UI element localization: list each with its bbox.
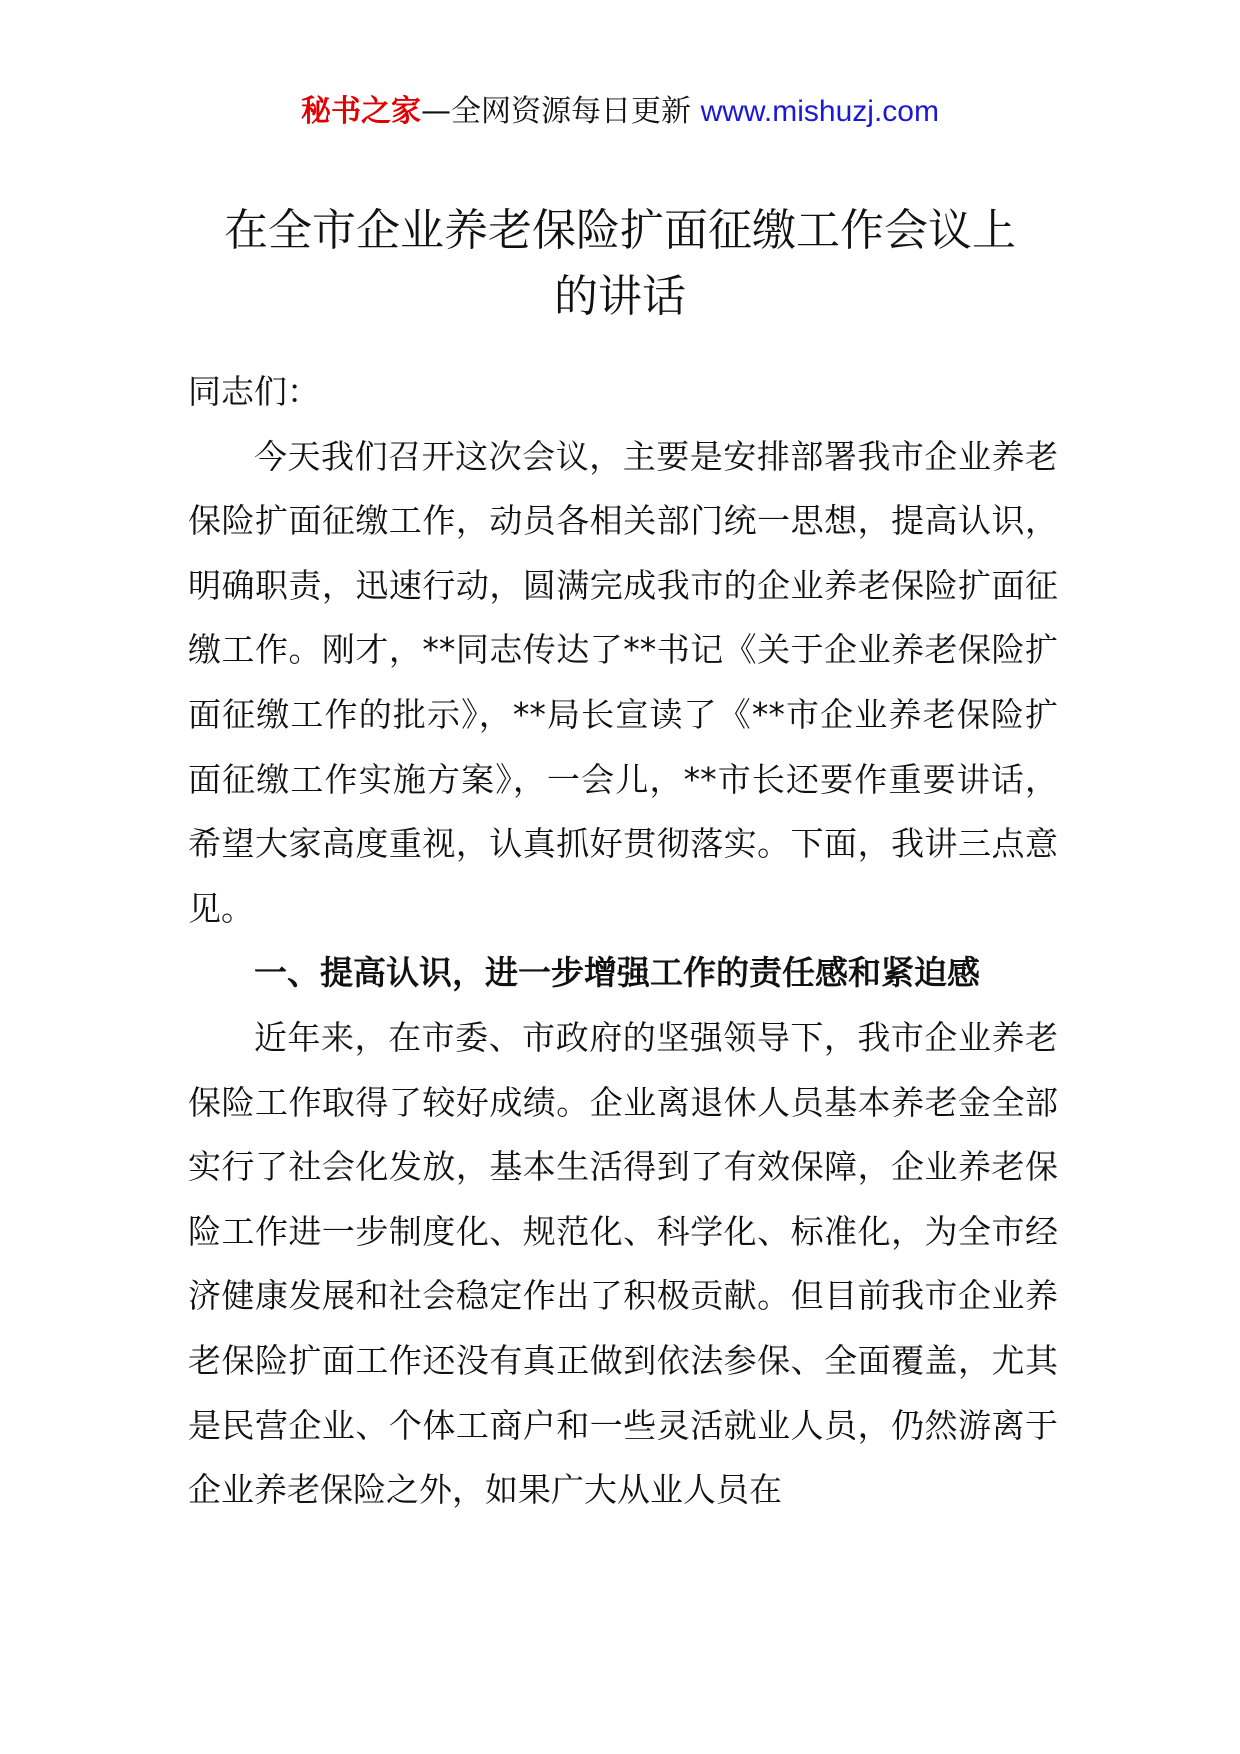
header-slogan: —全网资源每日更新 <box>421 94 701 129</box>
salutation: 同志们： <box>188 372 320 411</box>
site-header <box>0 92 1240 132</box>
title-line-1: 在全市企业养老保险扩面征缴工作会议上 <box>224 205 1016 256</box>
document-title <box>150 198 1090 330</box>
paragraph-2: 近年来，在市委、市政府的坚强领导下，我市企业养老保险工作取得了较好成绩。企业离退休人员基本养老金全部实行了社会化发放，基本生活得到了有效保障，企业养老保险工作进一步制度化、规范化、科学化、标准化，为全市经济健康发展和社会稳定作出了积极贡献。但目前我市企业养老保险扩面工作还没有真正做到依法参保、全面覆盖，尤其是民营企业、个体工商户和一些灵活就业人员，仍然游离于企业养老保险之外，如果广大从业人员在 <box>188 1017 1058 1510</box>
title-line-2: 的讲话 <box>554 271 686 322</box>
site-url-link[interactable]: www.mishuzj.com <box>700 95 939 128</box>
brand-name: 秘书之家 <box>301 94 422 129</box>
section-1-heading: 一、提高认识，进一步增强工作的责任感和紧迫感 <box>254 953 980 993</box>
document-body <box>188 360 1058 1523</box>
paragraph-1: 今天我们召开这次会议，主要是安排部署我市企业养老保险扩面征缴工作，动员各相关部门统一思想，提高认识，明确职责，迅速行动，圆满完成我市的企业养老保险扩面征缴工作。刚才，**同志传达了**书记《关于企业养老保险扩面征缴工作的批示》，**局长宣读了《**市企业养老保险扩面征缴工作实施方案》，一会儿，**市长还要作重要讲话，希望大家高度重视，认真抓好贯彻落实。下面，我讲三点意见。 <box>188 436 1058 928</box>
